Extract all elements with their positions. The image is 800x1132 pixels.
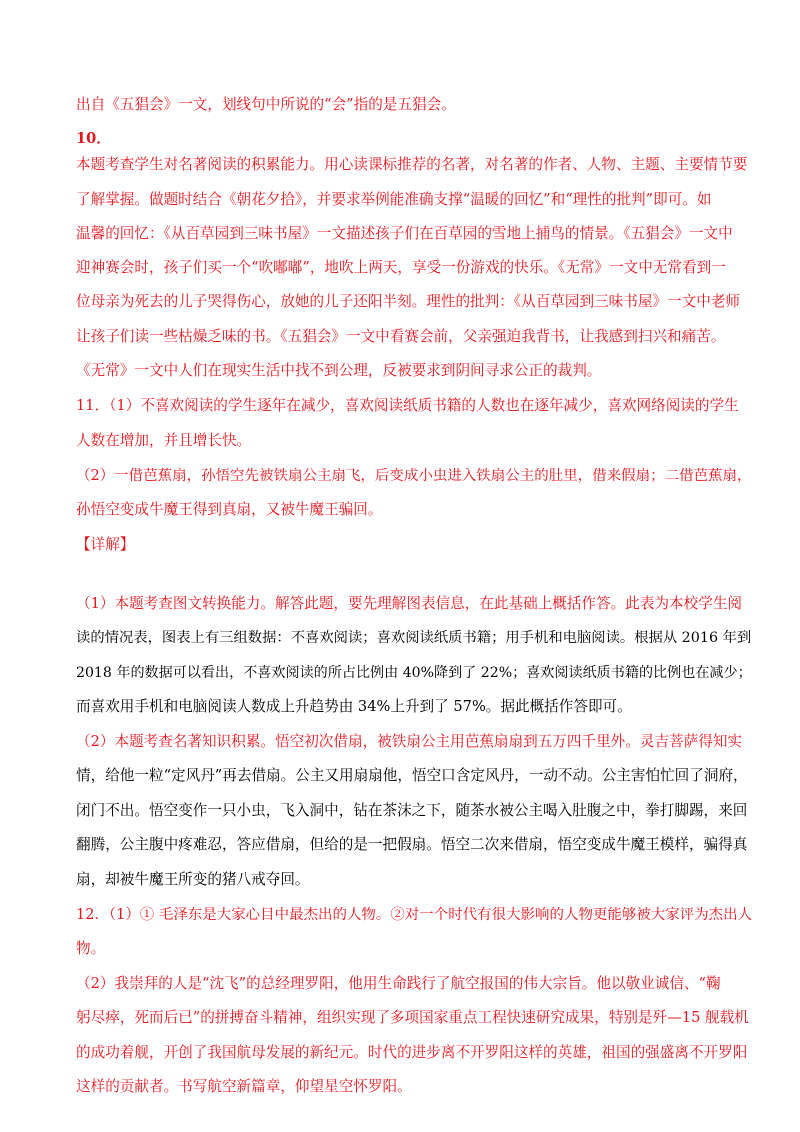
answer-12-part2: 这样的贡献者。书写航空新篇章，仰望星空怀罗阳。 xyxy=(76,1078,412,1095)
detail-2-line: 闭门不出。悟空变作一只小虫，飞入洞中，钻在茶沫之下，随茶水被公主喝入肚腹之中，拳打脚踢，来回 xyxy=(76,802,748,819)
answer-10-line: 本题考查学生对名著阅读的积累能力。用心读课标推荐的名著，对名著的作者、人物、主题、主要情节要 xyxy=(76,156,748,173)
answer-10-line: 迎神赛会时，孩子们买一个“吹嘟嘟”，地吹上两天，享受一份游戏的快乐。《无常》一文中无常看到一 xyxy=(76,259,726,276)
detail-2-line: 情，给他一粒“定风丹”再去借扇。公主又用扇扇他，悟空口含定风丹，一动不动。公主害怕忙回了洞府， xyxy=(76,767,748,784)
answer-12-part1: 12．（1）① 毛泽东是大家心目中最杰出的人物。②对一个时代有很大影响的人物更能够被大家评为杰出人 xyxy=(76,907,753,923)
detail-1-line: 读的情况表，图表上有三组数据：不喜欢阅读；喜欢阅读纸质书籍；用手机和电脑阅读。根据从 2016 年到 xyxy=(76,630,752,646)
answer-10-line: 了解掌握。做题时结合《朝花夕拾》，并要求举例能准确支撑“温暖的回忆”和“理性的批判”即可。如 xyxy=(76,191,712,208)
answer-12-part2: 躬尽瘁，死而后已”的拼搏奋斗精神，组织实现了多项国家重点工程快速研究成果，特别是歼—15 舰载机 xyxy=(76,1009,749,1026)
detail-1-line: 2018 年的数据可以看出，不喜欢阅读的所占比例由 40%降到了 22%；喜欢阅读纸质书籍的比例也在减少； xyxy=(76,665,752,681)
answer-9-text: 出自《五猖会》一文，划线句中所说的“会”指的是五猖会。 xyxy=(76,96,456,113)
answer-11-part1: 人数在增加，并且增长快。 xyxy=(76,432,252,449)
answer-10-line: 位母亲为死去的儿子哭得伤心，放她的儿子还阳半刻。理性的批判：《从百草园到三味书屋》一文中老师 xyxy=(76,293,741,310)
question-number-10: 10． xyxy=(76,130,111,147)
detail-heading: 【详解】 xyxy=(76,536,135,553)
detail-1-line: 而喜欢用手机和电脑阅读人数成上升趋势由 34%上升到了 57%。据此概括作答即可。 xyxy=(76,698,632,715)
answer-11-part2: （2）一借芭蕉扇，孙悟空先被铁扇公主扇飞，后变成小虫进入铁扇公主的肚里，借来假扇；二借芭蕉扇， xyxy=(76,468,752,484)
answer-10-line: 温馨的回忆：《从百草园到三味书屋》一文描述孩子们在百草园的雪地上捕鸟的情景。《五猖会》一文中 xyxy=(76,225,733,242)
answer-12-part1: 物。 xyxy=(76,940,106,957)
detail-2-line: 扇，却被牛魔王所变的猪八戒夺回。 xyxy=(76,871,310,888)
answer-12-part2: （2）我崇拜的人是“沈飞”的总经理罗阳，他用生命践行了航空报国的伟大宗旨。他以敬业诚信、“鞠 xyxy=(76,975,721,992)
detail-2-line: 翻腾，公主腹中疼难忍，答应借扇，但给的是一把假扇。悟空二次来借扇，悟空变成牛魔王模样，骗得真 xyxy=(76,836,748,853)
detail-1-line: （1）本题考查图文转换能力。解答此题，要先理解图表信息，在此基础上概括作答。此表为本校学生阅 xyxy=(76,595,743,612)
answer-12-part2: 的成功着舰，开创了我国航母发展的新纪元。时代的进步离不开罗阳这样的英雄，祖国的强盛离不开罗阳 xyxy=(76,1044,748,1061)
answer-10-line: 让孩子们读一些枯燥乏味的书。《五猖会》一文中看赛会前，父亲强迫我背书，让我感到扫兴和痛苦。 xyxy=(76,328,726,345)
answer-10-line: 《无常》一文中人们在现实生活中找不到公理，反被要求到阴间寻求公正的裁判。 xyxy=(76,362,602,379)
detail-2-line: （2）本题考查名著知识积累。悟空初次借扇，被铁扇公主用芭蕉扇扇到五万四千里外。灵吉菩萨得知实 xyxy=(76,733,743,750)
answer-11-part2: 孙悟空变成牛魔王得到真扇，又被牛魔王骗回。 xyxy=(76,501,383,518)
answer-11-part1: 11．（1）不喜欢阅读的学生逐年在减少，喜欢阅读纸质书籍的人数也在逐年减少，喜欢网络阅读的学生 xyxy=(76,397,739,414)
